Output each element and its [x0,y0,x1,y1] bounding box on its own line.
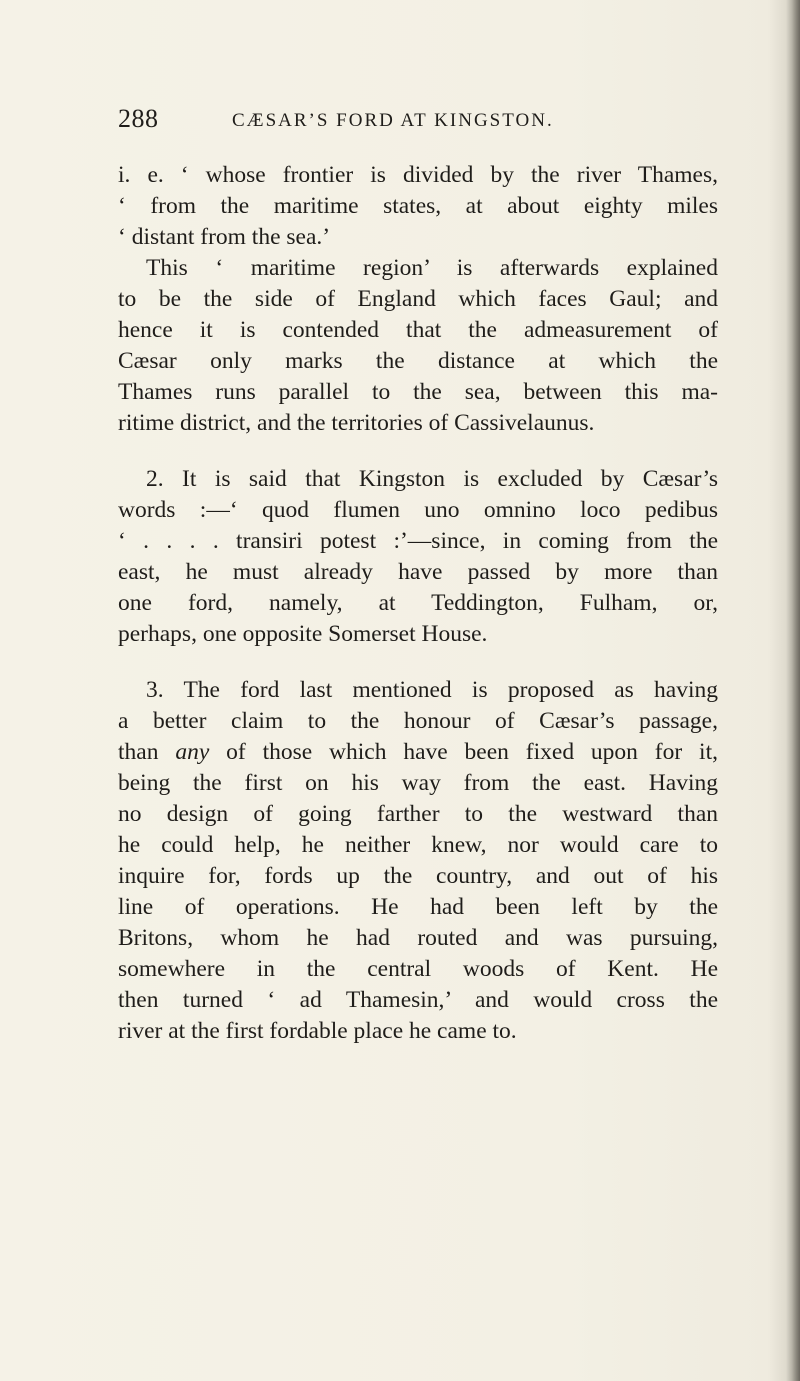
text-line: being the first on his way from the east. Having [118,770,718,796]
text-line: words :—‘ quod flumen uno omnino loco pedibus [118,497,718,523]
text-line: east, he must already have passed by more than [118,559,718,585]
text-line: hence it is contended that the admeasurement of [118,317,718,343]
text-line: a better claim to the honour of Cæsar’s passage, [118,708,718,734]
text-line: to be the side of England which faces Gaul; and [118,286,718,312]
text-line: one ford, namely, at Teddington, Fulham, or, [118,590,718,616]
text-line: line of operations. He had been left by the [118,894,718,920]
text-line: somewhere in the central woods of Kent. He [118,956,718,982]
text-fragment: than [118,739,176,765]
text-line: ‘ distant from the sea.’ [118,224,331,250]
text-line: ‘ . . . . transiri potest :’—since, in coming from the [118,528,718,554]
text-line-with-italic [118,737,718,768]
text-line: Britons, whom he had routed and was pursuing, [118,925,718,951]
page-number: 288 [118,104,159,133]
text-line: then turned ‘ ad Thamesin,’ and would cross the [118,987,718,1013]
text-line: no design of going farther to the westward than [118,801,718,827]
paragraph-gap [118,650,718,675]
body-text [118,160,718,1047]
text-line: Thames runs parallel to the sea, between this ma- [118,379,718,405]
text-line: i. e. ‘ whose frontier is divided by the river Thames, [118,162,718,188]
text-line: perhaps, one opposite Somerset House. [118,621,488,647]
running-head: CÆSAR’S FORD AT KINGSTON. [232,110,554,131]
italic-word: any [175,739,210,765]
text-line: Cæsar only marks the distance at which the [118,348,718,374]
text-line: This ‘ maritime region’ is afterwards explained [146,255,718,281]
text-line: river at the first fordable place he came to. [118,1018,517,1044]
text-line: he could help, he neither knew, nor would care to [118,832,718,858]
paragraph-gap [118,439,718,464]
text-fragment: of those which have been fixed upon for it, [209,739,718,765]
page-header [118,104,738,144]
text-line: 2. It is said that Kingston is excluded by Cæsar’s [146,466,718,492]
text-line: inquire for, fords up the country, and out of his [118,863,718,889]
text-line: ritime district, and the territories of Cassivelaunus. [118,410,595,436]
text-line: 3. The ford last mentioned is proposed as having [146,677,718,703]
text-line: ‘ from the maritime states, at about eighty miles [118,193,718,219]
page-binding-edge [786,0,800,1381]
